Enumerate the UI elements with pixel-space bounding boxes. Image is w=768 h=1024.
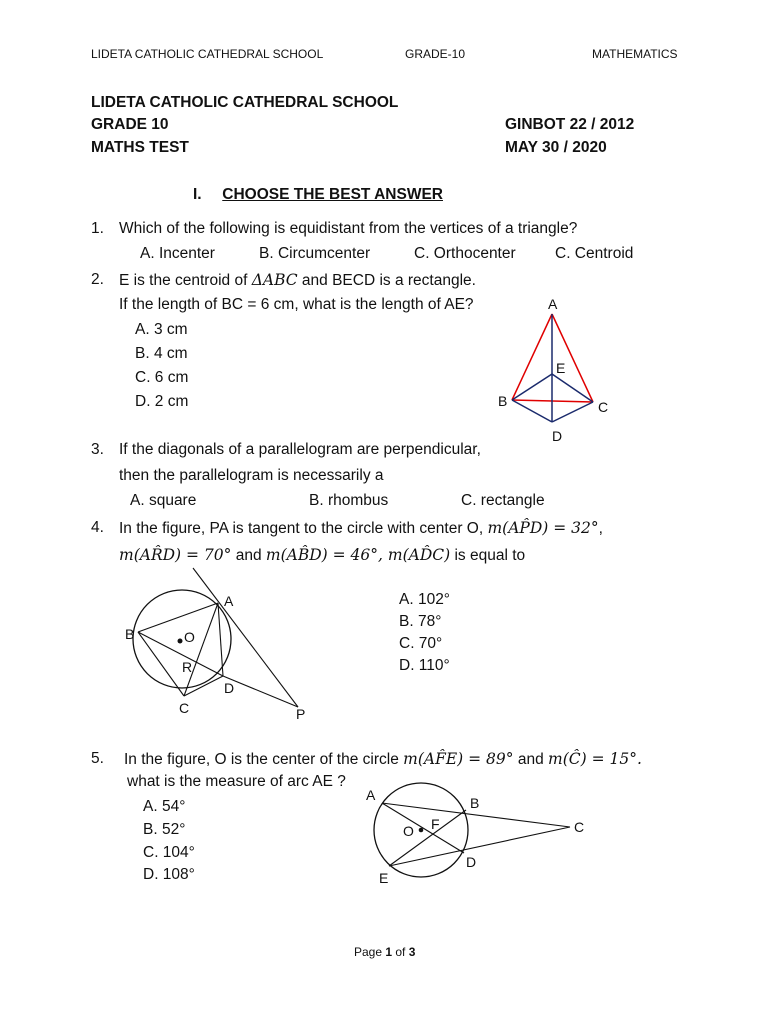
q4-label-p: P [296, 706, 306, 722]
q5-option-d: D. 108° [143, 866, 195, 883]
q4-figure-circle [118, 565, 318, 725]
q5-center-dot [419, 828, 424, 833]
q4-option-c: C. 70° [399, 635, 443, 652]
q4-line1: In the figure, PA is tangent to the circle with center O, m(AP̂D) = 32°, [119, 519, 603, 537]
q2-figure-triangle [490, 292, 620, 447]
title-test: MATHS TEST [91, 139, 189, 156]
q2-label-e: E [556, 360, 566, 376]
q4-label-o: O [184, 629, 195, 645]
q5-line2: what is the measure of arc AE ? [127, 773, 346, 790]
q5-label-o: O [403, 823, 414, 839]
q4-and: and [235, 547, 262, 564]
running-header-grade: GRADE-10 [405, 47, 466, 61]
q4-chord-bc [138, 632, 184, 696]
q4-center-dot [178, 639, 183, 644]
section-title: CHOOSE THE BEST ANSWER [222, 186, 443, 203]
q2-label-a: A [548, 296, 558, 312]
q5-and: and [517, 751, 544, 768]
section-number: I. [193, 186, 202, 203]
q4-label-r: R [182, 659, 193, 675]
q2-rect-dc [552, 402, 593, 422]
q2-text-b: and BECD is a rectangle. [297, 272, 476, 289]
q1-option-a: A. Incenter [140, 245, 215, 262]
q5-line1-text: In the figure, O is the center of the circle [124, 751, 399, 768]
q3-option-b: B. rhombus [309, 492, 389, 509]
q2-number: 2. [91, 271, 104, 288]
q3-option-a: A. square [130, 492, 197, 509]
q2-label-d: D [552, 428, 563, 444]
q2-line2: If the length of BC = 6 cm, what is the length of AE? [119, 296, 474, 313]
q2-label-b: B [498, 393, 508, 409]
q4-line2 [119, 546, 525, 565]
q5-option-a: A. 54° [143, 798, 186, 815]
q2-math-triangle: ΔABC [251, 271, 298, 289]
q2-option-d: D. 2 cm [135, 393, 189, 410]
q5-label-e: E [379, 870, 389, 886]
q5-option-c: C. 104° [143, 844, 195, 861]
q4-line2-end: is equal to [454, 547, 526, 564]
title-date-ethiopian: GINBOT 22 / 2012 [505, 116, 635, 133]
q5-number: 5. [91, 750, 104, 767]
q4-label-c: C [179, 700, 190, 716]
q4-option-a: A. 102° [399, 591, 451, 608]
q5-label-a: A [366, 787, 376, 803]
q1-option-b: B. Circumcenter [259, 245, 371, 262]
q1-option-c: C. Orthocenter [414, 245, 516, 262]
q5-chord-ad [382, 803, 464, 853]
q2-option-a: A. 3 cm [135, 321, 188, 338]
q4-math-apd: m(AP̂D) = 32° [487, 519, 599, 537]
q3-line1: If the diagonals of a parallelogram are perpendicular, [119, 441, 481, 458]
q4-number: 4. [91, 519, 104, 536]
q5-math-c: m(Ĉ) = 15°. [548, 750, 642, 768]
q2-label-c: C [598, 399, 609, 415]
title-school: LIDETA CATHOLIC CATHEDRAL SCHOOL [91, 94, 399, 111]
q4-math-ard: m(AR̂D) = 70° [119, 546, 232, 564]
q4-label-d: D [224, 680, 235, 696]
q5-math-afe: m(AF̂E) = 89° [403, 750, 514, 768]
q1-option-d: C. Centroid [555, 245, 634, 262]
running-header-subject: MATHEMATICS [592, 47, 678, 61]
title-date-gregorian: MAY 30 / 2020 [505, 139, 607, 156]
q4-chord-ac [184, 603, 218, 696]
q5-option-b: B. 52° [143, 821, 186, 838]
q3-option-c: C. rectangle [461, 492, 545, 509]
footer-of: of [392, 945, 409, 959]
running-header-school: LIDETA CATHOLIC CATHEDRAL SCHOOL [91, 47, 324, 61]
footer-page-number: 1 [385, 945, 393, 959]
title-grade: GRADE 10 [91, 116, 169, 133]
q1-number: 1. [91, 220, 104, 237]
q2-text-a: E is the centroid of [119, 272, 252, 289]
q4-label-a: A [224, 593, 234, 609]
q2-text [119, 271, 476, 290]
footer-page-total: 3 [408, 945, 416, 959]
q4-option-b: B. 78° [399, 613, 442, 630]
footer-page-label: Page [354, 945, 386, 959]
q1-text: Which of the following is equidistant from the vertices of a triangle? [119, 220, 578, 237]
q2-rect-bd [512, 400, 552, 422]
q4-option-d: D. 110° [399, 657, 450, 674]
q5-label-f: F [431, 816, 440, 832]
q5-label-b: B [470, 795, 480, 811]
section-heading [193, 186, 443, 204]
page-footer [354, 945, 415, 959]
q5-figure-circle [355, 782, 595, 892]
q4-line1-text: In the figure, PA is tangent to the circle with center O, [119, 520, 484, 537]
q4-tangent-pa [193, 568, 298, 707]
q4-chord-ab [138, 603, 218, 632]
q4-chord-ad [218, 603, 223, 676]
q5-label-c: C [574, 819, 585, 835]
q4-label-b: B [125, 626, 135, 642]
q5-label-d: D [466, 854, 477, 870]
q2-option-b: B. 4 cm [135, 345, 188, 362]
q2-option-c: C. 6 cm [135, 369, 189, 386]
q4-math-abd-adc: m(AB̂D) = 46°, m(AD̂C) [265, 546, 451, 564]
q5-line1 [124, 750, 642, 769]
q3-number: 3. [91, 441, 104, 458]
q3-line2: then the parallelogram is necessarily a [119, 467, 384, 484]
